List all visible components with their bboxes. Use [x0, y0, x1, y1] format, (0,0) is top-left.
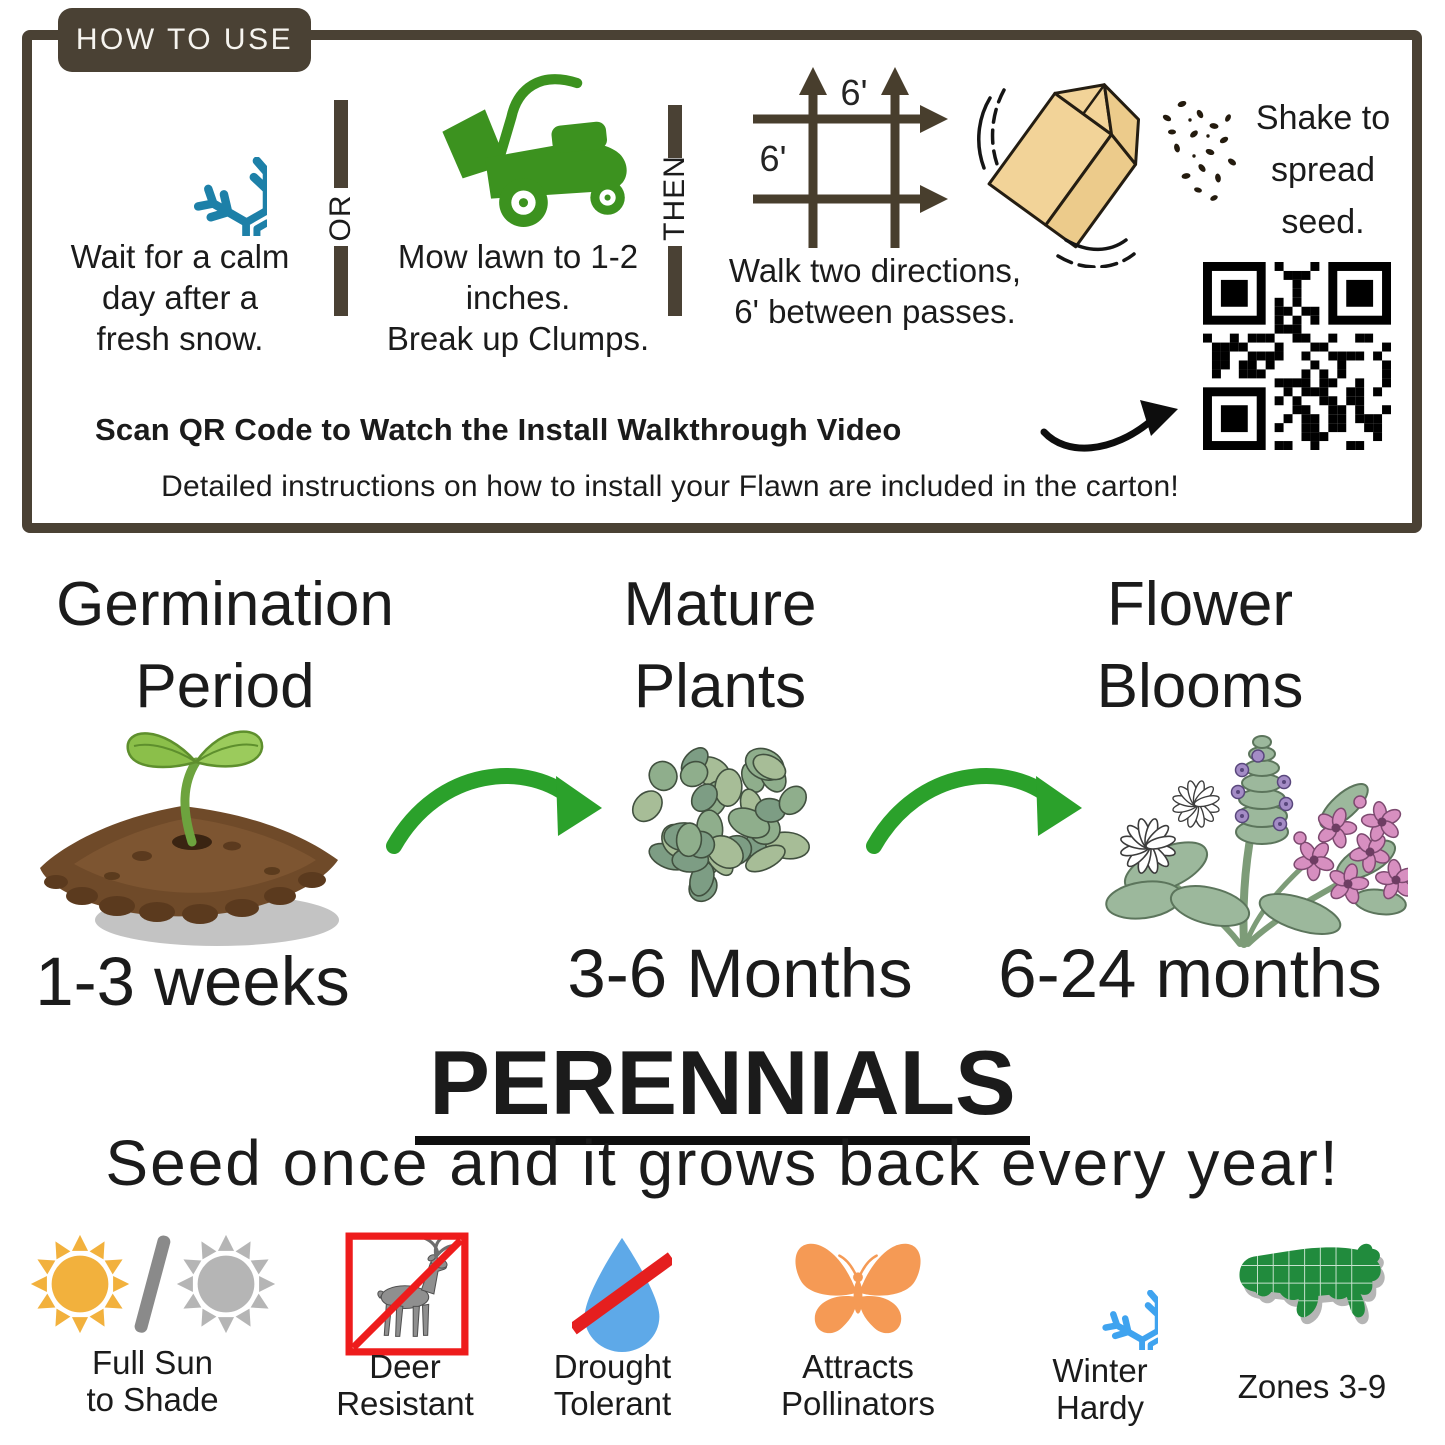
stage-title-blooms	[1005, 564, 1395, 728]
feature-label-sun	[25, 1344, 280, 1418]
feature-label-winter	[995, 1352, 1205, 1426]
stage-title-mature	[540, 564, 900, 728]
divider-bar	[668, 246, 682, 316]
no-droplet-icon	[572, 1232, 672, 1352]
caption-line: Wait for a calm	[70, 238, 290, 275]
feature-label-line: Full Sun	[91, 1344, 214, 1381]
sun-shade-icon	[28, 1228, 278, 1340]
mature-plants-icon	[605, 710, 837, 942]
stage-title-line: Germination	[56, 570, 394, 639]
feature-label-line: Drought	[553, 1348, 672, 1385]
stage-title-line: Blooms	[1096, 652, 1304, 721]
feature-label-line: Resistant	[336, 1385, 474, 1422]
caption-line: seed.	[1281, 203, 1365, 241]
feature-label-line: Winter	[1052, 1352, 1148, 1389]
scan-qr-instruction: Scan QR Code to Watch the Install Walkthrough Video	[95, 412, 902, 447]
usa-map-icon	[1230, 1238, 1392, 1344]
curved-arrow-icon	[1038, 396, 1186, 464]
stage-duration-germination: 1-3 weeks	[35, 943, 350, 1020]
feature-label-line: Zones 3-9	[1237, 1368, 1387, 1405]
stage-duration-mature: 3-6 Months	[567, 935, 913, 1012]
how-to-use-badge-label: HOW TO USE	[75, 23, 294, 56]
perennials-title: PERENNIALS	[415, 1038, 1030, 1145]
perennials-tagline: Seed once and it grows back every year!	[105, 1127, 1340, 1199]
or-connector-label: OR	[324, 194, 357, 242]
step-shake-caption	[1230, 92, 1416, 248]
feature-label-pollinators	[748, 1348, 968, 1422]
flower-blooms-icon	[1048, 710, 1408, 952]
stage-title-line: Flower	[1106, 570, 1294, 639]
step-mow-caption	[372, 236, 664, 359]
how-to-use-badge	[58, 8, 311, 72]
feature-label-line: to Shade	[86, 1381, 219, 1418]
feature-label-drought	[505, 1348, 720, 1422]
feature-label-line: Tolerant	[553, 1385, 672, 1422]
detail-instruction: Detailed instructions on how to install your Flawn are included in the carton!	[161, 470, 1179, 503]
stage-title-line: Mature	[623, 570, 817, 639]
caption-line: Mow lawn to 1-2	[397, 238, 639, 275]
lawn-mower-icon	[412, 68, 640, 240]
caption-line: 6' between passes.	[734, 293, 1016, 330]
qr-code	[1203, 262, 1391, 450]
seeds-icon	[1162, 100, 1238, 202]
divider-bar	[334, 246, 348, 316]
snowflake-icon	[1040, 1230, 1158, 1350]
stage-arrow-icon	[380, 746, 605, 871]
feature-label-line: Pollinators	[780, 1385, 936, 1422]
caption-line: Walk two directions,	[728, 252, 1022, 289]
grid-left-spacing-label: 6'	[759, 138, 787, 179]
no-deer-icon	[344, 1232, 470, 1356]
stage-duration-blooms: 6-24 months	[998, 935, 1382, 1012]
spacing-grid-icon	[745, 55, 965, 253]
stage-title-germination	[30, 564, 420, 728]
caption-line: inches.	[465, 279, 571, 316]
feature-label-zones	[1202, 1368, 1422, 1405]
stage-title-line: Plants	[633, 652, 807, 721]
grid-top-spacing-label: 6'	[840, 72, 868, 113]
step-snow-caption	[35, 236, 325, 359]
caption-line: spread	[1271, 151, 1375, 189]
caption-line: fresh snow.	[96, 320, 264, 357]
stage-title-line: Period	[135, 652, 315, 721]
feature-label-line: Attracts	[802, 1348, 914, 1385]
seed-carton-icon	[962, 60, 1262, 268]
feature-label-deer	[295, 1348, 515, 1422]
feature-label-line: Deer	[369, 1348, 441, 1385]
snowflake-icon	[112, 78, 267, 236]
butterfly-icon	[788, 1236, 928, 1346]
caption-line: Break up Clumps.	[386, 320, 650, 357]
caption-line: Shake to	[1255, 99, 1391, 137]
then-connector-label: THEN	[658, 155, 691, 241]
sprout-in-soil-icon	[22, 706, 357, 964]
caption-line: day after a	[102, 279, 258, 316]
feature-label-line: Hardy	[1055, 1389, 1145, 1426]
divider-bar	[334, 100, 348, 188]
